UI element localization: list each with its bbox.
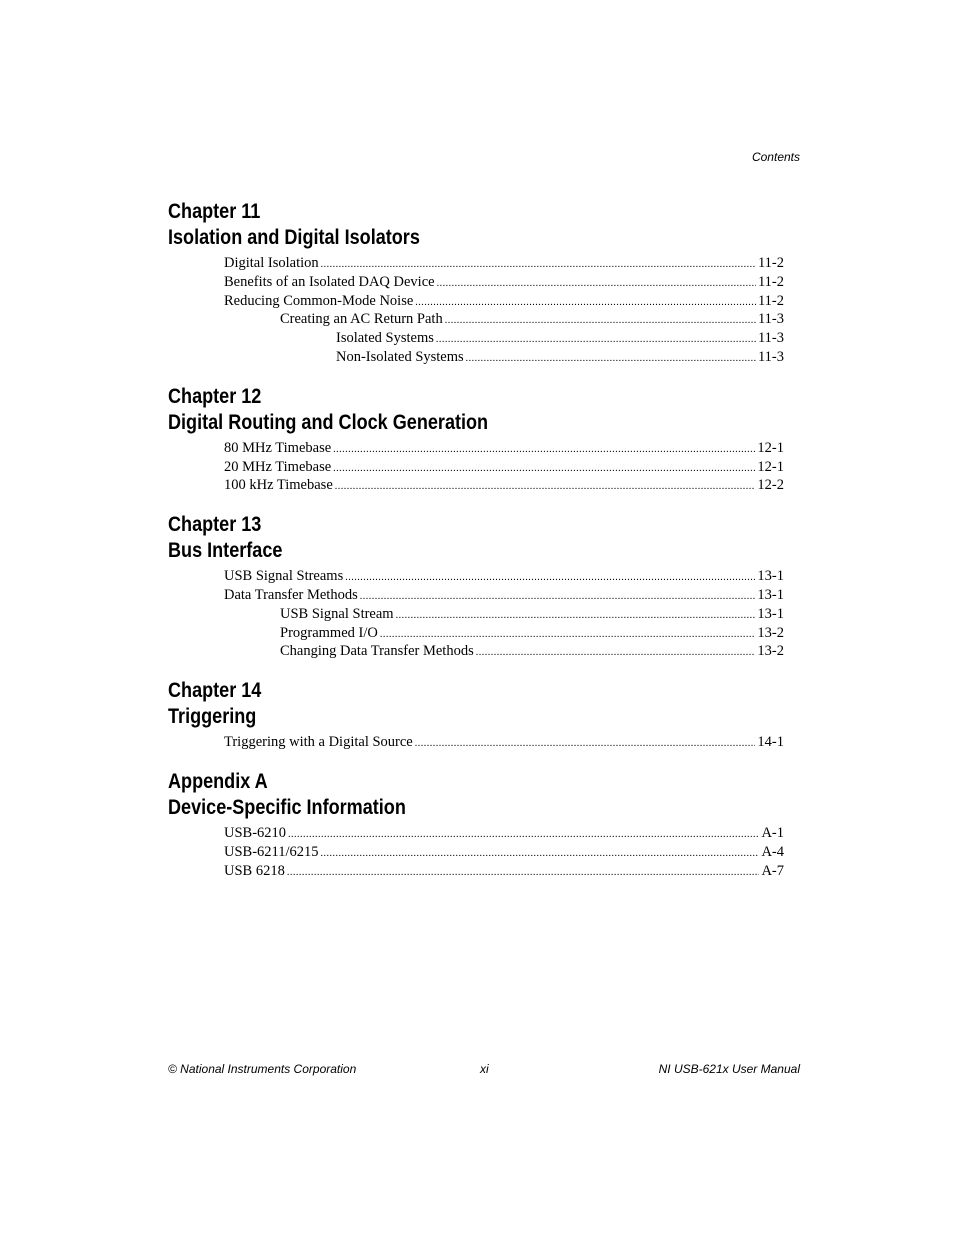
chapter-title: Device-Specific Information (168, 795, 406, 819)
toc-entry-page: 11-2 (757, 292, 784, 309)
toc-section (168, 512, 784, 661)
toc-entry-title: USB-6210 (224, 824, 287, 841)
toc-entry-page: 11-3 (757, 348, 784, 365)
toc-entry[interactable] (224, 254, 784, 273)
toc-entry-page: 13-2 (757, 643, 784, 660)
running-head: Contents (751, 150, 800, 164)
dot-leader (333, 441, 755, 460)
toc-section (168, 769, 784, 880)
toc-entry-title: Benefits of an Isolated DAQ Device (224, 273, 435, 290)
toc-entry[interactable] (224, 824, 784, 843)
chapter-number: Chapter 14 (168, 679, 262, 703)
toc-entry[interactable] (224, 273, 784, 292)
dot-leader (396, 607, 756, 626)
toc-entry-title: 20 MHz Timebase (224, 458, 332, 475)
toc-section (168, 199, 784, 367)
dot-leader (287, 864, 760, 883)
dot-leader (476, 644, 756, 663)
toc-entry-list (168, 254, 784, 367)
toc-entry[interactable] (224, 586, 784, 605)
dot-leader (415, 294, 756, 313)
toc-entry-list (168, 733, 784, 752)
toc-entry-title: Digital Isolation (224, 255, 319, 271)
toc-entry[interactable] (224, 458, 784, 477)
dot-leader (466, 350, 756, 369)
chapter-number: Appendix A (168, 769, 268, 793)
dot-leader (445, 312, 756, 331)
toc-entry[interactable] (224, 292, 784, 311)
toc-entry-page: 11-2 (757, 255, 784, 271)
toc-section (168, 384, 784, 495)
toc-entry-title: USB 6218 (224, 862, 285, 879)
dot-leader (321, 845, 760, 864)
toc-entry-title: Isolated Systems (336, 330, 434, 347)
chapter-title: Isolation and Digital Isolators (168, 226, 420, 249)
toc-entry-title: Triggering with a Digital Source (224, 734, 413, 751)
toc-entry[interactable] (280, 310, 784, 329)
toc-entry[interactable] (336, 329, 784, 348)
toc-entry[interactable] (224, 733, 784, 752)
toc-section (168, 678, 784, 752)
page-number: xi (480, 1062, 489, 1076)
toc-entry-title: Reducing Common-Mode Noise (224, 292, 414, 309)
toc-entry[interactable] (224, 843, 784, 862)
page-footer (168, 1062, 800, 1078)
chapter-title: Bus Interface (168, 539, 283, 563)
toc-entry-title: USB-6211/6215 (224, 843, 319, 860)
toc-entry-title: USB Signal Streams (224, 568, 344, 585)
toc-entry-page: A-7 (761, 862, 784, 879)
toc-entry-page: 12-2 (757, 477, 784, 494)
toc-entry[interactable] (280, 642, 784, 661)
chapter-title: Digital Routing and Clock Generation (168, 410, 489, 434)
toc-entry-list (168, 567, 784, 661)
toc-entry-list (168, 824, 784, 880)
toc-entry[interactable] (280, 605, 784, 624)
toc-entry-title: 80 MHz Timebase (224, 439, 332, 456)
chapter-number: Chapter 11 (168, 200, 261, 223)
toc-entry-page: 13-1 (757, 605, 784, 622)
toc-entry-page: 13-2 (757, 624, 784, 641)
dot-leader (333, 460, 755, 479)
toc-entry-title: 100 kHz Timebase (224, 477, 333, 494)
toc-entry-title: Creating an AC Return Path (280, 311, 443, 328)
toc-entry[interactable] (224, 567, 784, 586)
toc-entry-page: 11-3 (757, 311, 784, 328)
chapter-number: Chapter 12 (168, 384, 262, 408)
dot-leader (360, 588, 756, 607)
toc-entry[interactable] (224, 862, 784, 881)
toc-entry-page: 13-1 (757, 586, 784, 603)
footer-copyright: © National Instruments Corporation (168, 1062, 357, 1076)
toc-entry-page: 13-1 (757, 568, 784, 585)
dot-leader (436, 331, 756, 350)
toc-entry-title: Non-Isolated Systems (336, 348, 464, 365)
toc-entry[interactable] (224, 476, 784, 495)
toc-entry-page: A-1 (761, 824, 784, 841)
dot-leader (288, 826, 759, 845)
chapter-number: Chapter 13 (168, 513, 262, 537)
toc-entry-title: USB Signal Stream (280, 605, 394, 622)
toc-entry-title: Changing Data Transfer Methods (280, 643, 474, 660)
table-of-contents (168, 199, 784, 897)
dot-leader (345, 569, 755, 588)
chapter-title: Triggering (168, 705, 257, 729)
toc-entry-page: 12-1 (757, 439, 784, 456)
dot-leader (437, 275, 756, 294)
toc-entry-list (168, 439, 784, 495)
toc-entry-page: 11-2 (757, 273, 784, 290)
toc-entry-page: 12-1 (757, 458, 784, 475)
toc-entry-title: Data Transfer Methods (224, 586, 358, 603)
toc-entry-page: 14-1 (757, 734, 784, 751)
toc-entry[interactable] (224, 439, 784, 458)
toc-entry[interactable] (280, 624, 784, 643)
toc-entry-title: Programmed I/O (280, 624, 378, 641)
toc-entry-page: 11-3 (757, 330, 784, 347)
toc-entry[interactable] (336, 348, 784, 367)
dot-leader (415, 735, 756, 754)
toc-entry-page: A-4 (761, 843, 784, 860)
manual-title: NI USB-621x User Manual (658, 1062, 800, 1076)
dot-leader (335, 478, 756, 497)
